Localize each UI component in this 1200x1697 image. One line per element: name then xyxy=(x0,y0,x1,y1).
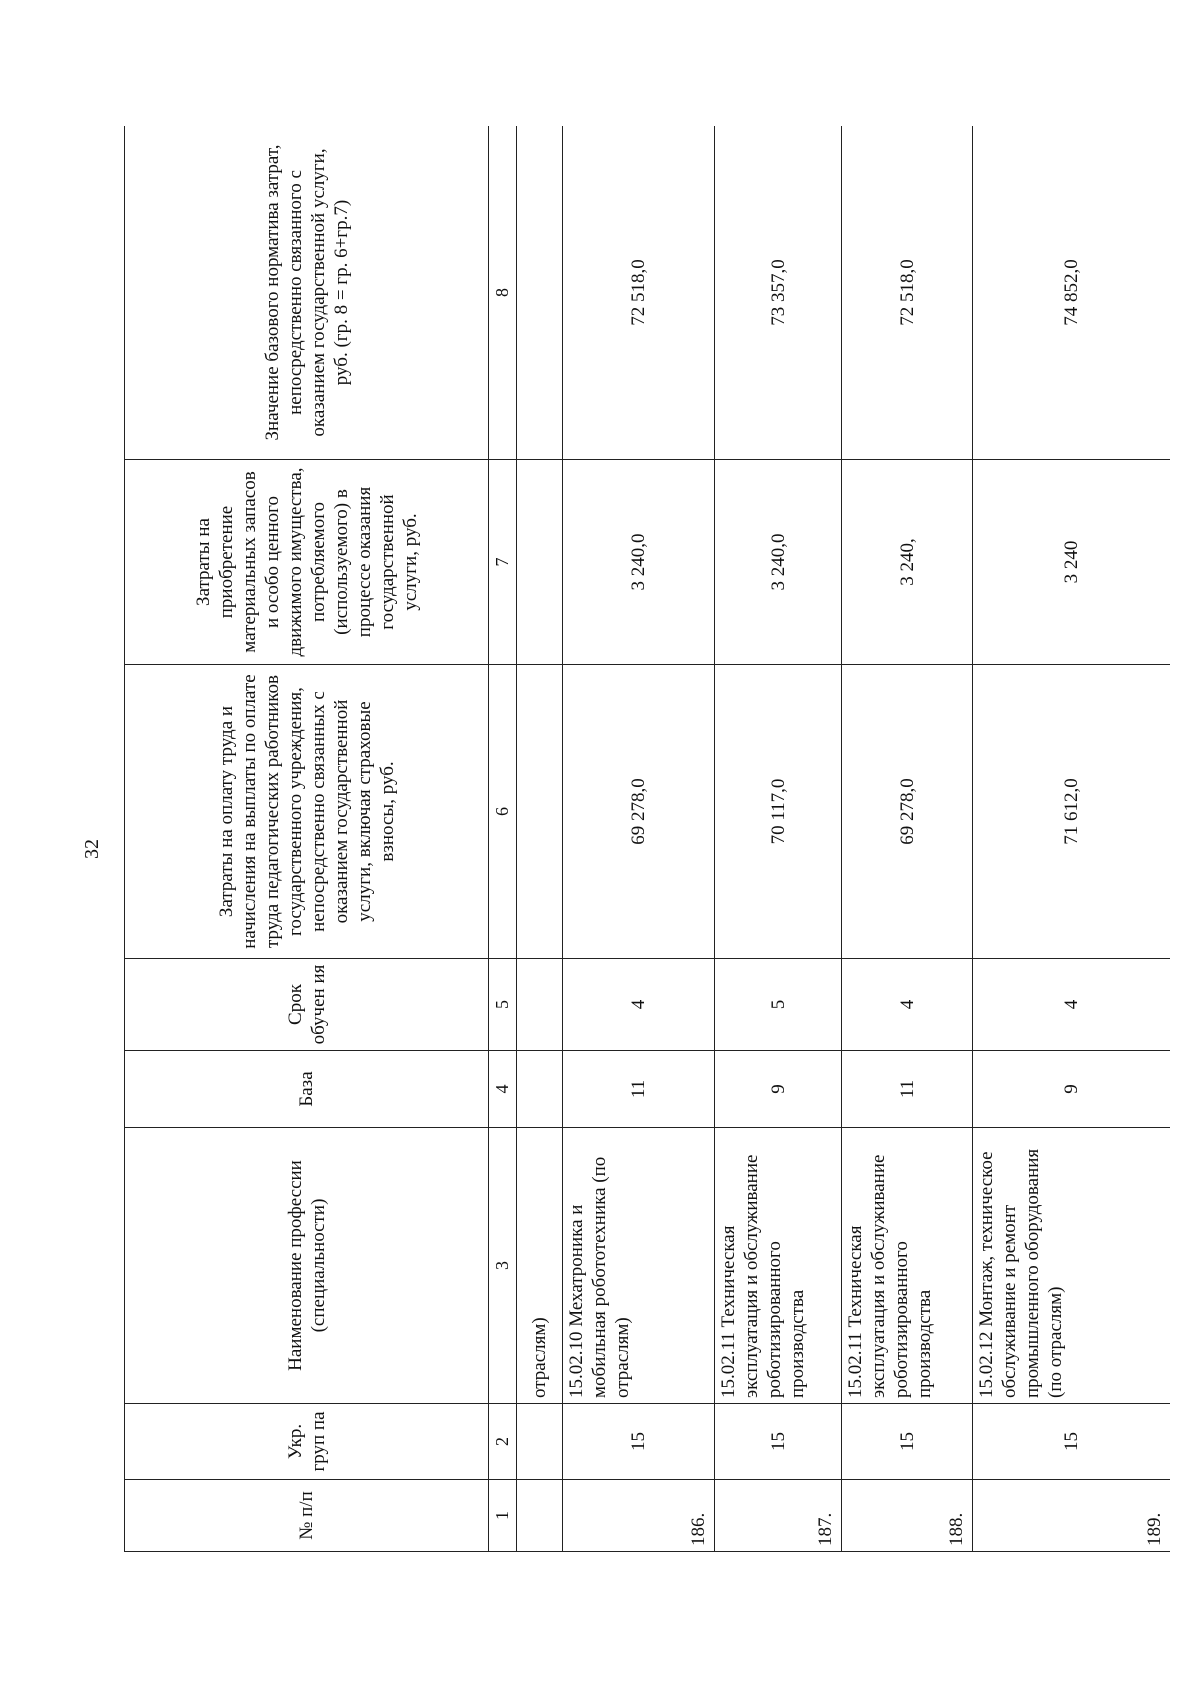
row-number: 188. xyxy=(842,1480,973,1552)
row-profession: 15.02.11 Техническая эксплуатация и обслуживание роботизированного производства xyxy=(715,1128,842,1404)
row-term: 4 xyxy=(842,959,973,1051)
row-group: 15 xyxy=(563,1404,715,1480)
header-labor-costs: Затраты на оплату труда и начисления на выплаты по оплате труда педагогических работников государственного учреждения, непосредственно связанных с оказанием государственной услуги, включая страховые взносы, руб. xyxy=(125,665,489,959)
column-number: 4 xyxy=(489,1051,517,1128)
table-frame xyxy=(124,126,1170,1552)
row-group: 15 xyxy=(842,1404,973,1480)
row-profession: 15.02.10 Мехатроника и мобильная робототехника (по отраслям) xyxy=(563,1128,715,1404)
column-number: 7 xyxy=(489,460,517,665)
column-number: 2 xyxy=(489,1404,517,1480)
cost-norms-table xyxy=(124,126,1170,1552)
row-base: 11 xyxy=(563,1051,715,1128)
row-profession: 15.02.12 Монтаж, техническое обслуживание и ремонт промышленного оборудования (по отраслям) xyxy=(973,1128,1171,1404)
header-num: № п/п xyxy=(125,1480,489,1552)
column-numbers-row xyxy=(489,126,517,1552)
row-number: 187. xyxy=(715,1480,842,1552)
row-material-costs: 3 240,0 xyxy=(563,460,715,665)
row-base-norm: 72 518,0 xyxy=(842,126,973,460)
table-row xyxy=(563,126,715,1552)
column-number: 8 xyxy=(489,126,517,460)
row-group: 15 xyxy=(973,1404,1171,1480)
row-base: 9 xyxy=(973,1051,1171,1128)
header-row xyxy=(125,126,489,1552)
continuation-row xyxy=(517,126,563,1552)
table-row xyxy=(842,126,973,1552)
row-number: 189. xyxy=(973,1480,1171,1552)
row-labor-costs: 69 278,0 xyxy=(842,665,973,959)
row-term: 5 xyxy=(715,959,842,1051)
row-base-norm: 73 357,0 xyxy=(715,126,842,460)
header-material-costs: Затраты на приобретение материальных запасов и особо ценного движимого имущества, потребляемого (используемого) в процессе оказания государственной услуги, руб. xyxy=(125,460,489,665)
row-term: 4 xyxy=(563,959,715,1051)
row-material-costs: 3 240,0 xyxy=(715,460,842,665)
header-base-norm: Значение базового норматива затрат, непосредственно связанного с оказанием государственной услуги, руб. (гр. 8 = гр. 6+гр.7) xyxy=(125,126,489,460)
row-material-costs: 3 240, xyxy=(842,460,973,665)
row-term: 4 xyxy=(973,959,1171,1051)
table-row xyxy=(715,126,842,1552)
row-labor-costs: 71 612,0 xyxy=(973,665,1171,959)
row-number: 186. xyxy=(563,1480,715,1552)
table-row xyxy=(973,126,1171,1552)
header-term: Срок обучен ия xyxy=(125,959,489,1051)
row-base-norm: 72 518,0 xyxy=(563,126,715,460)
row-base-norm: 74 852,0 xyxy=(973,126,1171,460)
column-number: 3 xyxy=(489,1128,517,1404)
page-number: 32 xyxy=(81,839,103,859)
row-labor-costs: 70 117,0 xyxy=(715,665,842,959)
header-group: Укр. груп па xyxy=(125,1404,489,1480)
rotated-table-wrapper xyxy=(124,126,1170,1552)
column-number: 6 xyxy=(489,665,517,959)
row-material-costs: 3 240 xyxy=(973,460,1171,665)
row-base: 9 xyxy=(715,1051,842,1128)
header-base: База xyxy=(125,1051,489,1128)
column-number: 5 xyxy=(489,959,517,1051)
row-group: 15 xyxy=(715,1404,842,1480)
header-profession: Наименование профессии (специальности) xyxy=(125,1128,489,1404)
continuation-text: отраслям) xyxy=(517,1128,563,1404)
column-number: 1 xyxy=(489,1480,517,1552)
row-base: 11 xyxy=(842,1051,973,1128)
row-profession: 15.02.11 Техническая эксплуатация и обслуживание роботизированного производства xyxy=(842,1128,973,1404)
row-labor-costs: 69 278,0 xyxy=(563,665,715,959)
